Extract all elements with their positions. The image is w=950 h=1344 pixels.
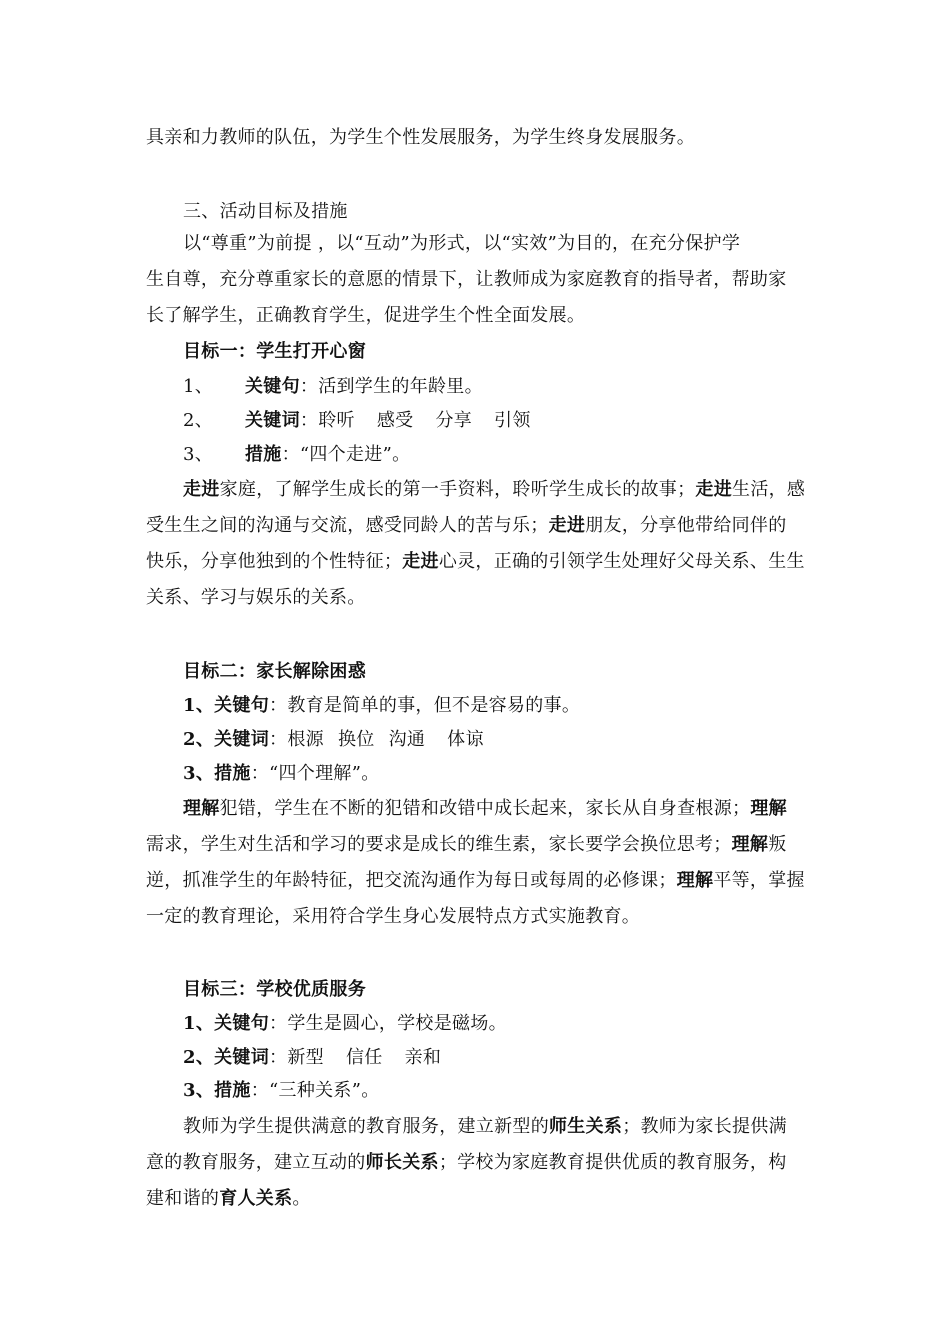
section-para-line: 以“尊重”为前提 ，以“互动”为形式，以“实效”为目的，在充分保护学 [183,233,741,254]
section-para-line: 长了解学生，正确教育学生，促进学生个性全面发展。 [146,305,586,326]
goal1-para-line: 快乐，分享他独到的个性特征；走进心灵，正确的引领学生处理好父母关系、生生 [146,551,805,572]
goal1-para-line: 受生生之间的沟通与交流，感受同龄人的苦与乐；走进朋友，分享他带给同伴的 [146,515,787,536]
goal2-para-line: 理解犯错，学生在不断的犯错和改错中成长起来，家长从自身查根源；理解 [183,798,787,819]
goal2-para-line: 逆，抓准学生的年龄特征，把交流沟通作为每日或每周的必修课；理解平等，掌握 [146,870,805,891]
goal3-item2: 2、关键词：新型 信任 亲和 [183,1047,442,1068]
goal1-item1: 1、 关键句：活到学生的年龄里。 [183,376,483,397]
intro-line: 具亲和力教师的队伍，为学生个性发展服务，为学生终身发展服务。 [146,127,695,148]
goal3-item1: 1、关键句：学生是圆心，学校是磁场。 [183,1013,507,1034]
goal2-para-line: 一定的教育理论，采用符合学生身心发展特点方式实施教育。 [146,906,641,927]
goal3-para-line: 教师为学生提供满意的教育服务，建立新型的师生关系；教师为家长提供满 [183,1116,787,1137]
goal2-item1: 1、关键句：教育是简单的事，但不是容易的事。 [183,695,581,716]
goal2-item2: 2、关键词：根源 换位 沟通 体谅 [183,729,484,750]
goal3-para-line: 意的教育服务，建立互动的师长关系；学校为家庭教育提供优质的教育服务，构 [146,1152,787,1173]
goal3-item3: 3、措施：“三种关系”。 [183,1080,380,1101]
section-para-line: 生自尊，充分尊重家长的意愿的情景下，让教师成为家庭教育的指导者，帮助家 [146,269,787,290]
goal3-title: 目标三：学校优质服务 [183,979,366,1000]
goal2-para-line: 需求，学生对生活和学习的要求是成长的维生素，家长要学会换位思考；理解叛 [146,834,787,855]
goal1-para-line: 关系、学习与娱乐的关系。 [146,587,366,608]
goal1-para-line: 走进家庭，了解学生成长的第一手资料，聆听学生成长的故事；走进生活，感 [183,479,806,500]
goal1-item3: 3、 措施：“四个走进”。 [183,444,411,465]
goal1-item2: 2、 关键词：聆听 感受 分享 引领 [183,410,531,431]
goal3-para-line: 建和谐的育人关系。 [146,1188,311,1209]
goal2-item3: 3、措施：“四个理解”。 [183,763,380,784]
goal2-title: 目标二：家长解除困惑 [183,661,366,682]
goal1-title: 目标一：学生打开心窗 [183,341,366,362]
section-heading: 三、活动目标及措施 [183,201,348,222]
